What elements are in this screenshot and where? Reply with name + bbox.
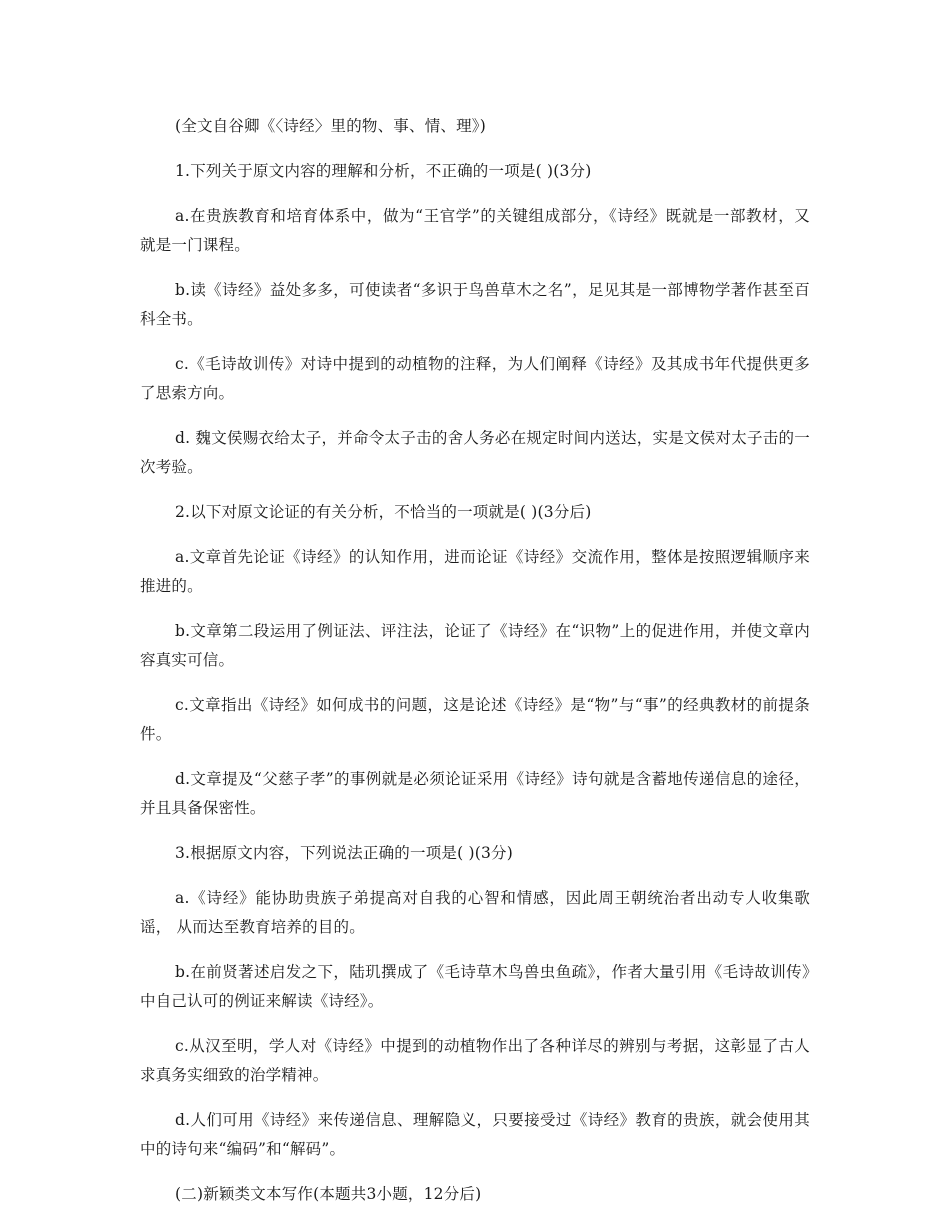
question-2-option-a: a.文章首先论证《诗经》的认知作用，进而论证《诗经》交流作用，整体是按照逻辑顺序来推进的。 [140,548,810,595]
question-3-stem: 3.根据原文内容，下列说法正确的一项是( )(3分) [175,844,513,862]
document-page [140,112,810,1225]
question-2-option-b: b.文章第二段运用了例证法、评注法，论证了《诗经》在“识物”上的促进作用，并使文章内容真实可信。 [140,622,810,669]
question-3-option-c: c.从汉至明，学人对《诗经》中提到的动植物作出了各种详尽的辨别与考据，这彰显了古人求真务实细致的治学精神。 [140,1037,810,1084]
question-1-option-a: a.在贵族教育和培育体系中，做为“王官学”的关键组成部分，《诗经》既就是一部教材，又就是一门课程。 [140,207,810,254]
source-citation: (全文自谷卿《〈诗经〉里的物、事、情、理》) [175,117,486,135]
question-3-option-d: d.人们可用《诗经》来传递信息、理解隐义，只要接受过《诗经》教育的贵族，就会使用其中的诗句来“编码”和“解码”。 [140,1111,810,1158]
question-1-option-d: d. 魏文侯赐衣给太子，并命令太子击的舍人务必在规定时间内送达，实是文侯对太子击的一次考验。 [140,429,810,476]
question-2-option-c: c.文章指出《诗经》如何成书的问题，这是论述《诗经》是“物”与“事”的经典教材的前提条件。 [140,696,810,743]
question-3-option-a: a.《诗经》能协助贵族子弟提高对自我的心智和情感，因此周王朝统治者出动专人收集歌谣， 从而达至教育培养的目的。 [140,889,810,936]
question-3-option-b: b.在前贤著述启发之下，陆玑撰成了《毛诗草木鸟兽虫鱼疏》，作者大量引用《毛诗故训传》中自己认可的例证来解读《诗经》。 [140,963,810,1010]
question-1-option-b: b.读《诗经》益处多多，可使读者“多识于鸟兽草木之名”，足见其是一部博物学著作甚至百科全书。 [140,281,810,328]
section-2-heading: (二)新颖类文本写作(本题共3小题，12分后) [175,1185,482,1203]
question-1-stem: 1.下列关于原文内容的理解和分析，不正确的一项是( )(3分) [175,162,592,180]
question-2-stem: 2.以下对原文论证的有关分析，不恰当的一项就是( )(3分后) [175,503,592,521]
question-1-option-c: c.《毛诗故训传》对诗中提到的动植物的注释，为人们阐释《诗经》及其成书年代提供更多了思索方向。 [140,355,810,402]
question-2-option-d: d.文章提及“父慈子孝”的事例就是必须论证采用《诗经》诗句就是含蓄地传递信息的途径，并且具备保密性。 [140,770,810,817]
